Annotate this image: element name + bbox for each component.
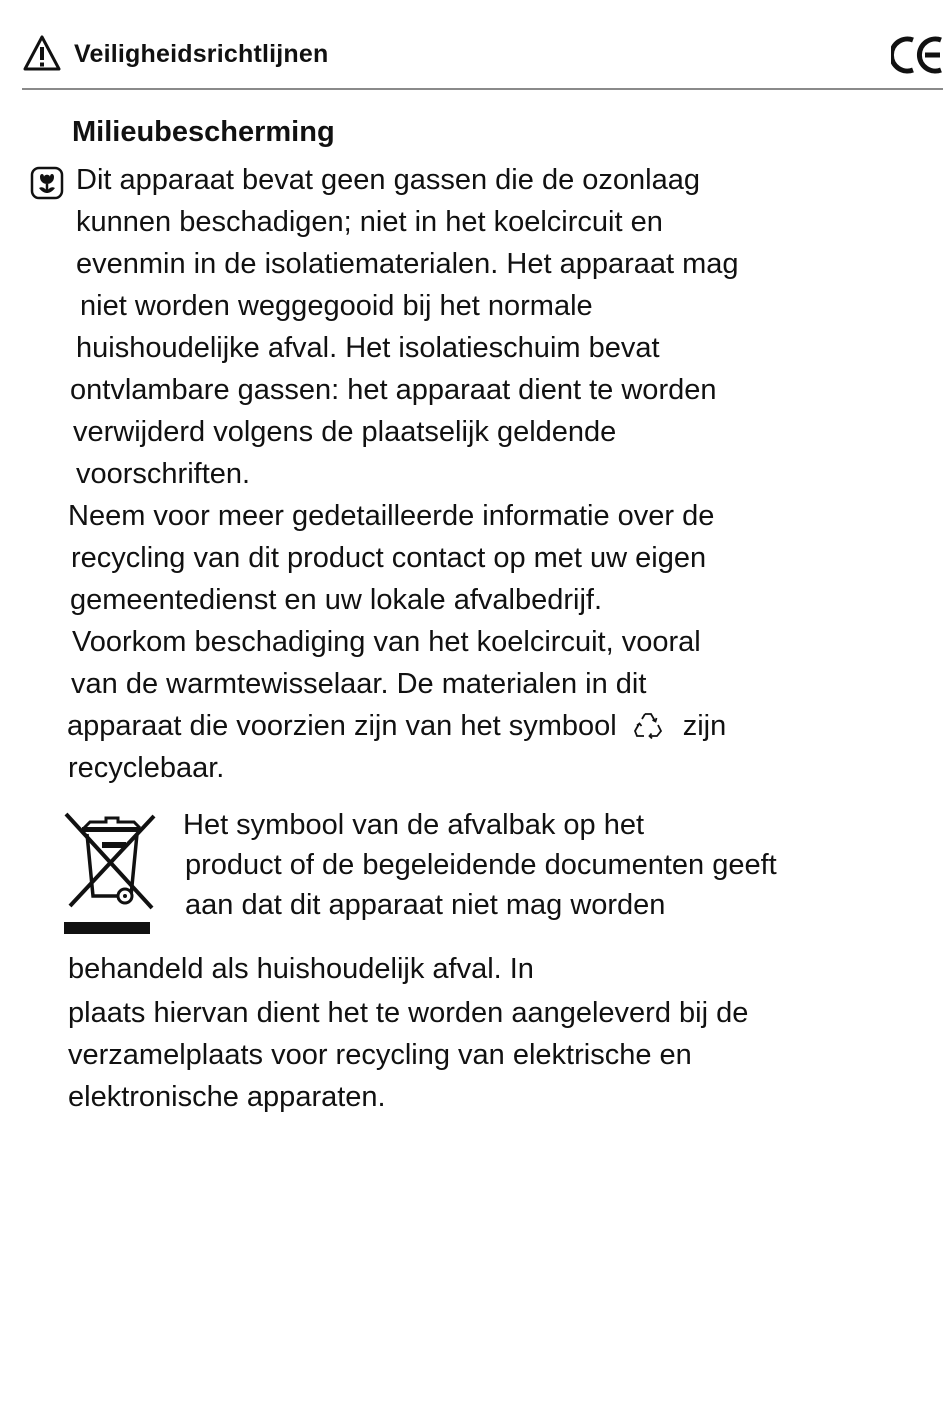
paragraph-line: product of de begeleidende documenten geeft <box>185 849 777 881</box>
paragraph-line: kunnen beschadigen; niet in het koelcircuit en <box>76 206 663 238</box>
paragraph-line: verwijderd volgens de plaatselijk geldende <box>73 416 617 448</box>
header-title: Veiligheidsrichtlijnen <box>74 40 329 68</box>
paragraph-line: niet worden weggegooid bij het normale <box>80 290 593 322</box>
paragraph-line: gemeentedienst en uw lokale afvalbedrijf. <box>70 584 602 616</box>
paragraph-line: Voorkom beschadiging van het koelcircuit, vooral <box>72 626 701 658</box>
paragraph-line-with-symbol <box>67 709 726 743</box>
warning-triangle-icon <box>22 34 62 72</box>
paragraph-line: recycling van dit product contact op met uw eigen <box>71 542 707 574</box>
inline-text: apparaat die voorzien zijn van het symbool <box>67 710 617 742</box>
paragraph-line: behandeld als huishoudelijk afval. In <box>68 953 534 985</box>
paragraph-line: evenmin in de isolatiematerialen. Het apparaat mag <box>76 248 739 280</box>
paragraph-line: van de warmtewisselaar. De materialen in dit <box>71 668 647 700</box>
paragraph-line: ontvlambare gassen: het apparaat dient te worden <box>70 374 717 406</box>
crossed-out-wheelie-bin-icon <box>62 810 158 936</box>
paragraph-line: Neem voor meer gedetailleerde informatie over de <box>68 500 715 532</box>
paragraph-line: Het symbool van de afvalbak op het <box>183 809 645 841</box>
paragraph-line: elektronische apparaten. <box>68 1081 386 1113</box>
paragraph-line: plaats hiervan dient het te worden aangeleverd bij de <box>68 997 749 1029</box>
section-title: Milieubescherming <box>72 116 335 148</box>
paragraph-line: verzamelplaats voor recycling van elektrische en <box>68 1039 692 1071</box>
paragraph-line: voorschriften. <box>76 458 251 490</box>
environment-flower-icon <box>30 166 64 200</box>
inline-text: zijn <box>682 710 727 742</box>
paragraph-line: huishoudelijke afval. Het isolatieschuim bevat <box>76 332 660 364</box>
page-header <box>22 32 943 90</box>
paragraph-line: aan dat dit apparaat niet mag worden <box>185 889 666 921</box>
paragraph-line: recyclebaar. <box>68 752 225 784</box>
paragraph-line: Dit apparaat bevat geen gassen die de ozonlaag <box>76 164 700 196</box>
ce-mark-icon <box>891 34 943 76</box>
recycle-icon <box>633 710 663 740</box>
